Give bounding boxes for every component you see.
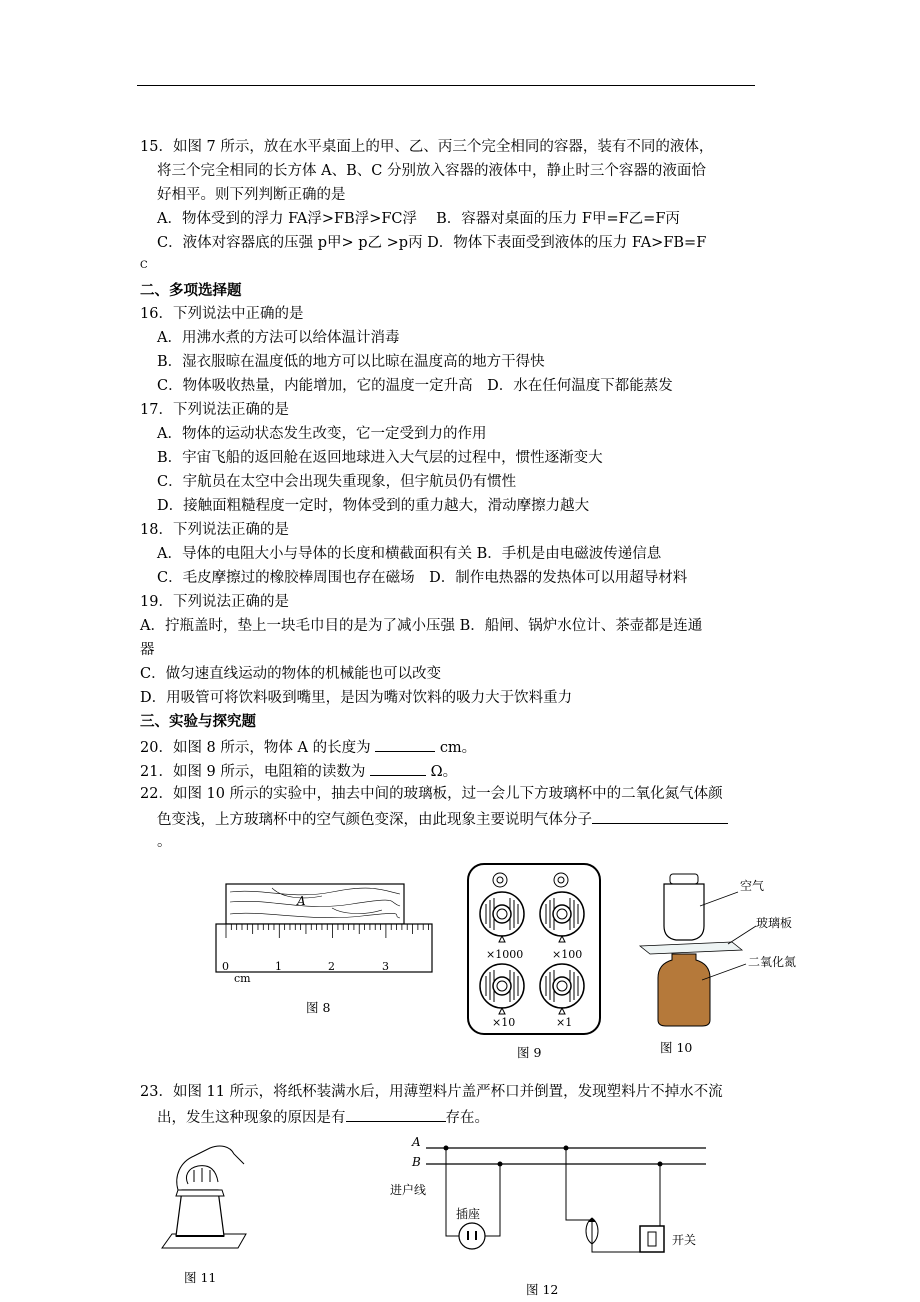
figure-12-caption: 图 12 <box>526 1282 559 1297</box>
figure-10-caption: 图 10 <box>660 1040 693 1055</box>
q17-option-d: D．接触面粗糙程度一定时，物体受到的重力越大，滑动摩擦力越大 <box>157 498 590 514</box>
q19-option-ab: A．拧瓶盖时，垫上一块毛巾目的是为了减小压强 B．船闸、锅炉水位计、茶壶都是连通 <box>140 618 703 634</box>
q15-line3: 好相平。则下列判断正确的是 <box>157 187 346 203</box>
q18-option-ab: A．导体的电阻大小与导体的长度和横截面积有关 B．手机是由电磁波传递信息 <box>157 546 662 562</box>
figure-9-caption: 图 9 <box>517 1045 542 1060</box>
q17-option-b: B．宇宙飞船的返回舱在返回地球进入大气层的过程中，惯性逐渐变大 <box>157 450 603 466</box>
figure-8-caption: 图 8 <box>306 1000 331 1015</box>
q19-option-d: D．用吸管可将饮料吸到嘴里，是因为嘴对饮料的吸力大于饮料重力 <box>140 690 573 706</box>
q22-text: 色变浅，上方玻璃杯中的空气颜色变深，由此现象主要说明气体分子 <box>157 812 592 828</box>
q21-unit: Ω。 <box>430 764 458 780</box>
tick-label-2: 2 <box>328 960 335 973</box>
q23-line2 <box>157 1106 489 1128</box>
dial-label-x10: ×10 <box>492 1016 516 1029</box>
q16-option-a: A．用沸水煮的方法可以给体温计消毒 <box>157 330 400 346</box>
q15-line1: 15．如图 7 所示，放在水平桌面上的甲、乙、丙三个完全相同的容器，装有不同的液体， <box>140 139 714 155</box>
entry-line-label: 进户线 <box>390 1183 427 1197</box>
q18-stem: 18．下列说法正确的是 <box>140 522 289 538</box>
wire-label-a: A <box>412 1135 421 1149</box>
section-2-title: 二、多项选择题 <box>140 283 242 299</box>
socket-icon <box>459 1223 485 1249</box>
q17-stem: 17．下列说法正确的是 <box>140 402 289 418</box>
figure-8-ruler <box>212 878 442 988</box>
figure-10-diffusion <box>632 872 812 1032</box>
object-a-label: A <box>297 894 306 908</box>
q15-option-ab: A．物体受到的浮力 FA浮>FB浮>FC浮 B．容器对桌面的压力 F甲=F乙=F丙 <box>157 211 680 227</box>
q19-option-c: C．做匀速直线运动的物体的机械能也可以改变 <box>140 666 442 682</box>
q22-line1: 22．如图 10 所示的实验中，抽去中间的玻璃板，过一会儿下方玻璃杯中的二氧化氮气体颜 <box>140 786 723 802</box>
q19-stem: 19．下列说法正确的是 <box>140 594 289 610</box>
q19-option-ab-wrap: 器 <box>140 642 155 658</box>
q20-answer-blank[interactable] <box>375 736 435 752</box>
ruler-unit: cm <box>234 972 251 985</box>
q16-option-b: B．湿衣服晾在温度低的地方可以比晾在温度高的地方干得快 <box>157 354 545 370</box>
section-3-title: 三、实验与探究题 <box>140 714 256 730</box>
label-air: 空气 <box>740 879 765 893</box>
q15-line2: 将三个完全相同的长方体 A、B、C 分别放入容器的液体中，静止时三个容器的液面恰 <box>157 163 706 179</box>
wire-label-b: B <box>412 1155 421 1169</box>
q17-option-a: A．物体的运动状态发生改变，它一定受到力的作用 <box>157 426 487 442</box>
q21-text: 21．如图 9 所示，电阻箱的读数为 <box>140 764 366 780</box>
q15-wrap: C <box>140 260 148 271</box>
q23-answer-blank[interactable] <box>346 1106 446 1122</box>
tick-label-0: 0 <box>222 960 229 973</box>
q16-stem: 16．下列说法中正确的是 <box>140 306 304 322</box>
header-rule <box>137 85 755 86</box>
q23-end: 存在。 <box>445 1110 489 1126</box>
q23-line1: 23．如图 11 所示，将纸杯装满水后，用薄塑料片盖严杯口并倒置，发现塑料片不掉水不流 <box>140 1084 723 1100</box>
q20-unit: cm。 <box>439 740 477 756</box>
q22-line2 <box>157 808 728 830</box>
glass-plate <box>640 942 742 954</box>
label-glass-plate: 玻璃板 <box>756 916 793 930</box>
q16-option-cd: C．物体吸收热量，内能增加，它的温度一定升高 D．水在任何温度下都能蒸发 <box>157 378 673 394</box>
q21 <box>140 760 457 782</box>
tick-label-3: 3 <box>382 960 389 973</box>
figure-9-resistance-box <box>466 862 602 1036</box>
q22-line3: 。 <box>157 834 172 850</box>
q23-text: 出，发生这种现象的原因是有 <box>157 1110 346 1126</box>
figure-11-inverted-cup <box>158 1140 258 1252</box>
dial-label-x100: ×100 <box>552 948 583 961</box>
q22-answer-blank[interactable] <box>592 808 728 824</box>
object-a-block <box>226 884 404 924</box>
q17-option-c: C．宇航员在太空中会出现失重现象，但宇航员仍有惯性 <box>157 474 517 490</box>
q20-text: 20．如图 8 所示，物体 A 的长度为 <box>140 740 371 756</box>
tick-label-1: 1 <box>275 960 282 973</box>
q20 <box>140 736 476 758</box>
q18-option-cd: C．毛皮摩擦过的橡胶棒周围也存在磁场 D．制作电热器的发热体可以用超导材料 <box>157 570 688 586</box>
dial-label-x1: ×1 <box>556 1016 573 1029</box>
ruler-body <box>216 924 432 972</box>
q21-answer-blank[interactable] <box>370 760 426 776</box>
switch-label: 开关 <box>672 1233 697 1247</box>
socket-label: 插座 <box>456 1207 481 1221</box>
figure-11-caption: 图 11 <box>184 1270 217 1285</box>
figure-12-home-circuit <box>384 1134 714 1284</box>
q15-option-cd: C．液体对容器底的压强 p甲> p乙 >p丙 D．物体下表面受到液体的压力 FA>FB=F <box>157 235 707 251</box>
label-no2: 二氧化氮 <box>748 955 797 969</box>
dial-label-x1000: ×1000 <box>486 948 524 961</box>
